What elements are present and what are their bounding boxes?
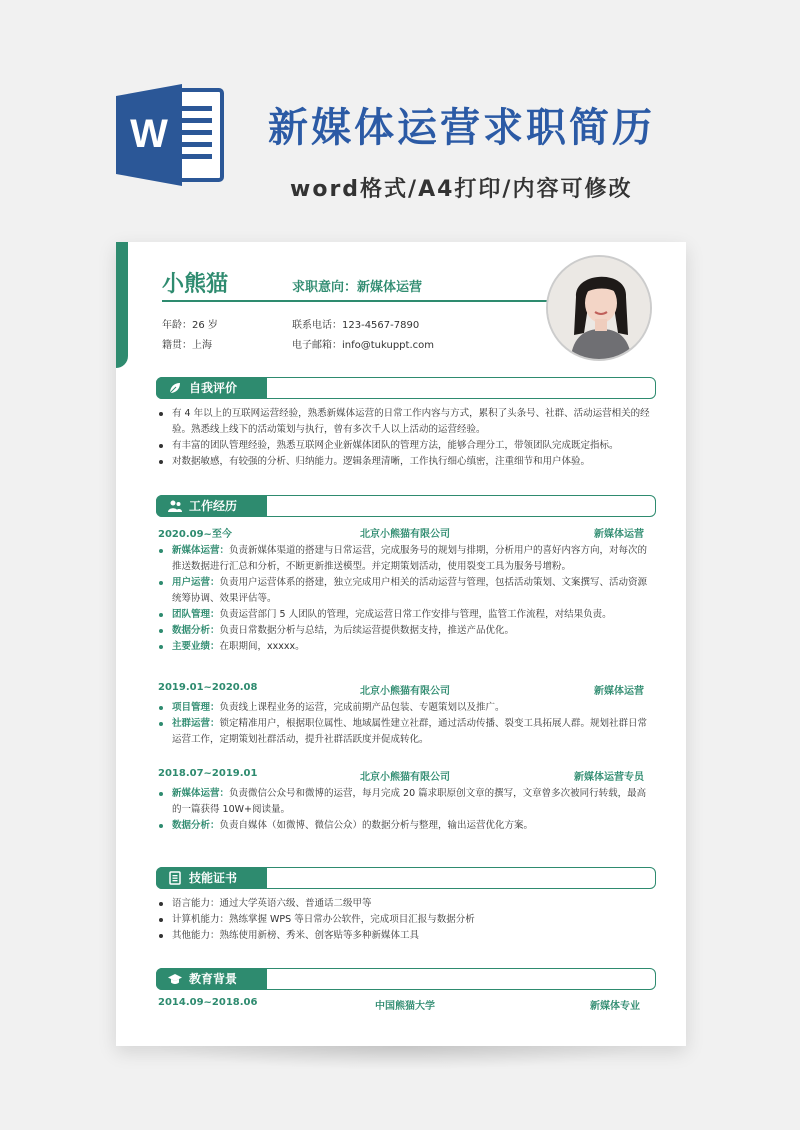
duty-lead: 用户运营： (172, 577, 220, 588)
email-value: info@tukuppt.com (342, 340, 434, 351)
list-item: 其他能力：熟练使用新榜、秀米、创客贴等多种新媒体工具 (158, 928, 652, 944)
page-subtitle: word格式/A4打印/内容可修改 (290, 177, 633, 202)
skills-list (158, 896, 652, 944)
job-company: 北京小熊猫有限公司 (360, 686, 450, 697)
duty-lead: 数据分析： (172, 625, 220, 636)
paper-shadow (150, 1046, 650, 1070)
list-item: 有丰富的团队管理经验，熟悉互联网企业新媒体团队的管理方法，能够合理分工，带领团队完成既定指标。 (158, 438, 652, 454)
job-duties (158, 543, 652, 655)
age-info (162, 316, 218, 331)
duty-text: 负责线上课程业务的运营，完成前期产品包装、专题策划以及推广。 (219, 702, 505, 713)
list-item: 对数据敏感，有较强的分析、归纳能力。逻辑条理清晰，工作执行细心缜密，注重细节和用户体验。 (158, 454, 652, 470)
list-item (158, 639, 652, 655)
phone-value: 123-4567-7890 (342, 320, 420, 331)
people-icon (168, 499, 182, 513)
graduation-cap-icon (168, 972, 182, 986)
avatar (546, 255, 652, 361)
duty-text: 在职期间，xxxxx。 (219, 641, 305, 652)
list-item (158, 786, 652, 818)
job-role: 新媒体运营 (594, 686, 644, 697)
job-company: 北京小熊猫有限公司 (360, 529, 450, 540)
duty-text: 负责运营部门 5 人团队的管理，完成运营日常工作安排与管理，监管工作流程，对结果负责。 (219, 609, 612, 620)
job-date: 2020.09~至今 (158, 529, 232, 540)
self-eval-list (158, 406, 652, 470)
duty-lead: 项目管理： (172, 702, 220, 713)
list-item (158, 716, 652, 748)
duty-text: 负责日常数据分析与总结，为后续运营提供数据支持，推送产品优化。 (219, 625, 515, 636)
job-duties (158, 786, 652, 834)
list-item (158, 575, 652, 607)
list-item: 语言能力：通过大学英语六级、普通话二级甲等 (158, 896, 652, 912)
phone-info (292, 316, 419, 331)
job-date: 2018.07~2019.01 (158, 768, 258, 779)
section-skills (156, 867, 656, 889)
duty-lead: 新媒体运营： (172, 788, 230, 799)
section-self-eval (156, 377, 656, 399)
duty-lead: 社群运营： (172, 718, 220, 729)
duty-lead: 数据分析： (172, 820, 220, 831)
word-logo-icon (116, 84, 228, 186)
duty-text: 负责微信公众号和微博的运营，每月完成 20 篇求职原创文章的撰写，文章曾多次被同行转载，最高的一篇获得 10W+阅读量。 (172, 788, 647, 815)
list-item (158, 818, 652, 834)
job-header (158, 525, 652, 541)
hometown-value: 上海 (192, 340, 212, 351)
duty-text: 负责新媒体渠道的搭建与日常运营，完成服务号的规划与排期，分析用户的喜好内容方向，对每次的推送数据进行汇总和分析，不断更新推送模型。并定期策划活动，使用裂变工具为服务号增粉。 (172, 545, 648, 572)
duty-text: 负责自媒体（如微博、微信公众）的数据分析与整理，输出运营优化方案。 (219, 820, 534, 831)
certificate-icon (168, 871, 182, 885)
section-work (156, 495, 656, 517)
duty-lead: 主要业绩： (172, 641, 220, 652)
leaf-icon (168, 381, 182, 395)
job-header (158, 682, 652, 698)
phone-label: 联系电话： (292, 320, 342, 331)
duty-lead: 新媒体运营： (172, 545, 230, 556)
page-title: 新媒体运营求职简历 (268, 105, 655, 151)
age-value: 26 岁 (192, 320, 218, 331)
hometown-label: 籍贯： (162, 340, 192, 351)
list-item (158, 623, 652, 639)
job-company: 北京小熊猫有限公司 (360, 772, 450, 783)
list-item: 计算机能力：熟练掌握 WPS 等日常办公软件，完成项目汇报与数据分析 (158, 912, 652, 928)
email-info (292, 336, 434, 351)
list-item (158, 543, 652, 575)
list-item (158, 607, 652, 623)
duty-lead: 团队管理： (172, 609, 220, 620)
resume-paper (116, 242, 686, 1046)
email-label: 电子邮箱： (292, 340, 342, 351)
job-header (158, 768, 652, 784)
list-item (158, 700, 652, 716)
education-school: 中国熊猫大学 (375, 1001, 435, 1012)
candidate-name: 小熊猫 (162, 272, 229, 297)
job-role: 新媒体运营 (594, 529, 644, 540)
job-duties (158, 700, 652, 748)
job-role: 新媒体运营专员 (574, 772, 644, 783)
section-title: 工作经历 (156, 495, 267, 517)
accent-band (116, 242, 128, 368)
section-title: 技能证书 (156, 867, 267, 889)
svg-text:W: W (130, 112, 168, 156)
education-row (158, 997, 652, 1013)
duty-text: 负责用户运营体系的搭建，独立完成用户相关的活动运营与管理，包括活动策划、文案撰写、活动资源统筹协调、效果评估等。 (172, 577, 648, 604)
section-education (156, 968, 656, 990)
duty-text: 锁定精准用户，根据职位属性、地域属性建立社群，通过活动传播、裂变工具拓展人群。规划社群日常运营工作，定期策划社群活动，提升社群活跃度并促成转化。 (172, 718, 648, 745)
section-title: 自我评价 (156, 377, 267, 399)
education-major: 新媒体专业 (590, 1001, 640, 1012)
age-label: 年龄： (162, 320, 192, 331)
section-title: 教育背景 (156, 968, 267, 990)
list-item: 有 4 年以上的互联网运营经验，熟悉新媒体运营的日常工作内容与方式，累积了头条号、社群、活动运营相关的经验。熟悉线上线下的活动策划与执行，曾有多次千人以上活动的运营经验。 (158, 406, 652, 438)
job-date: 2019.01~2020.08 (158, 682, 258, 693)
header-divider (162, 300, 556, 302)
hometown-info (162, 336, 212, 351)
education-date: 2014.09~2018.06 (158, 997, 258, 1008)
job-objective: 求职意向：新媒体运营 (292, 280, 423, 295)
